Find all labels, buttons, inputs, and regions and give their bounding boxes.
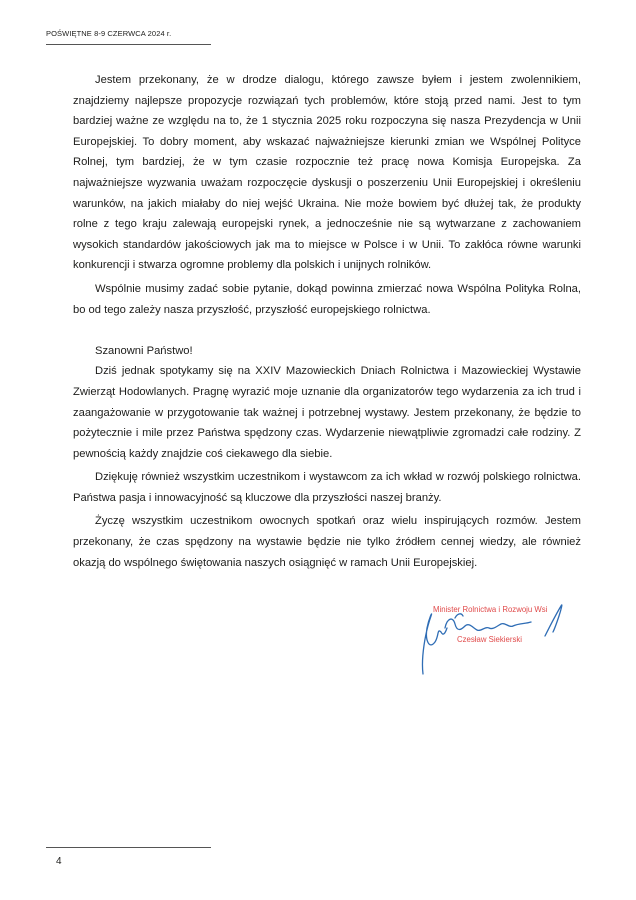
paragraph-1: Jestem przekonany, że w drodze dialogu, którego zawsze byłem i jestem zwolennikiem, znajdziemy najlepsze propozycje rozwiązań tych problemów, które stoją przed nami. Jest to tym bardziej ważne ze względu na to, że 1 stycznia 2025 roku rozpoczyna się nasza Prezydencja w Unii Europejskiej. To dobry moment, aby wskazać najważniejsze kierunki zmian we Wspólnej Polityce Rolnej, tym bardziej, że w tym czasie rozpocznie też pracę nowa Komisja Europejska. Za najważniejsze wyzwania uważam rozpoczęcie dyskusji o poszerzeniu Unii Europejskiej i określeniu warunków, na jakich miałaby do niej wejść Ukraina. Nie może bowiem być dłużej tak, że produkty rolne z tego kraju zalewają europejski rynek, a jednocześnie nie są wytwarzane z zachowaniem wysokich standardów jakościowych jak ma to miejsce w Polsce i w Unii. To zakłóca równe warunki konkurencji i stwarza ogromne problemy dla polskich i unijnych rolników. [73, 74, 581, 272]
paragraph-3: Dziś jednak spotykamy się na XXIV Mazowieckich Dniach Rolnictwa i Mazowieckiej Wystawie Zwierząt Hodowlanych. Pragnę wyrazić moje uznanie dla organizatorów tego wydarzenia za ich trud i zaangażowanie w przygotowanie tak ważnej i potrzebnej wystawy. Jestem przekonany, że będzie to pożytecznie i mile przez Państwa spędzony czas. Wydarzenie niewątpliwie zgromadzi całe rodziny. Z pewnością każdy znajdzie coś ciekawego dla siebie. [73, 365, 581, 460]
signature-name: Czesław Siekierski [457, 635, 522, 644]
signature-title: Minister Rolnictwa i Rozwoju Wsi [433, 605, 548, 614]
letter-body [73, 70, 581, 573]
salutation: Szanowni Państwo! [95, 344, 193, 357]
running-header: POŚWIĘTNE 8-9 CZERWCA 2024 r. [46, 29, 172, 38]
paragraph-4: Dziękuję również wszystkim uczestnikom i wystawcom za ich wkład w rozwój polskiego rolnictwa. Państwa pasja i innowacyjność są kluczowe dla przyszłości naszej branży. [73, 471, 581, 504]
page-number: 4 [56, 856, 62, 867]
handwritten-signature [415, 588, 590, 678]
paragraph-5: Życzę wszystkim uczestnikom owocnych spotkań oraz wielu inspirujących rozmów. Jestem przekonany, że czas spędzony na wystawie będzie nie tylko źródłem cennej wiedzy, ale również okazją do wspólnego świętowania naszych osiągnięć w ramach Unii Europejskiej. [73, 515, 581, 569]
signature-block [415, 588, 590, 678]
header-divider [46, 44, 211, 45]
paragraph-2: Wspólnie musimy zadać sobie pytanie, dokąd powinna zmierzać nowa Wspólna Polityka Rolna, bo od tego zależy nasza przyszłość, przyszłość europejskiego rolnictwa. [73, 282, 581, 316]
footer-divider [46, 847, 211, 848]
